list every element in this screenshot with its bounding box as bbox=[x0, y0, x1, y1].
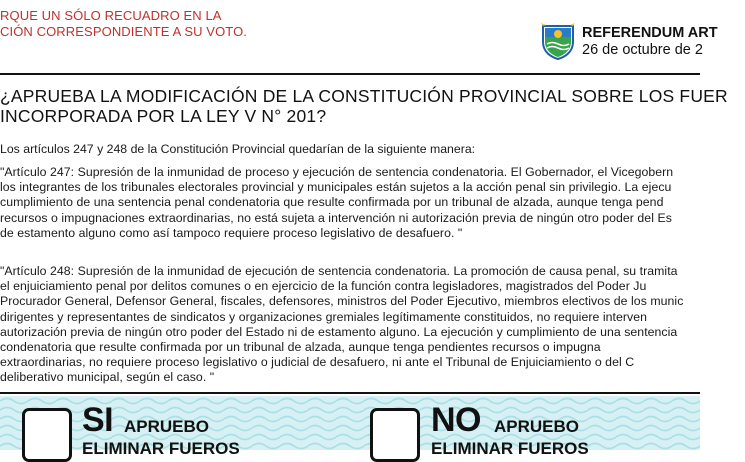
article-line: cumplimiento de una sentencia penal condenatoria que resulte confirmada por un tribunal de alzada, aunque tenga pend bbox=[0, 195, 664, 210]
instruction-line: CIÓN CORRESPONDIENTE A SU VOTO. bbox=[0, 24, 248, 39]
no-option-detail: ELIMINAR FUEROS bbox=[431, 439, 589, 458]
article-line: "Artículo 248: Supresión de la inmunidad de ejecución de sentencia condenatoria. La promoción de causa penal, su tramita bbox=[0, 264, 678, 278]
article-line: condenatoria que resulte confirmada por un tribunal de alzada, aunque tenga pendientes recursos o impugna bbox=[0, 340, 601, 355]
si-option-detail: ELIMINAR FUEROS bbox=[82, 439, 240, 458]
article-line: "Artículo 247: Supresión de la inmunidad de proceso y ejecución de sentencia condenatoria. El Gobernador, el Vicegobern bbox=[0, 165, 674, 179]
article-line: deliberativo municipal, según el caso. " bbox=[0, 370, 215, 385]
si-option-word: APRUEBO bbox=[124, 417, 210, 436]
si-checkbox[interactable] bbox=[22, 408, 72, 462]
no-checkbox[interactable] bbox=[370, 408, 420, 462]
si-option-label: SI bbox=[82, 401, 114, 439]
article-line: el enjuiciamiento penal por delitos comunes o en ejercicio de la función contra legisladores, magistrados del Poder Ju bbox=[0, 279, 647, 294]
referendum-question bbox=[0, 86, 740, 126]
article-line: los integrantes de los tribunales electorales provincial y municipales están sujetos a la acción penal sin privilegio. La ejecu bbox=[0, 180, 672, 195]
intro-text: Los artículos 247 y 248 de la Constitución Provincial quedarían de la siguiente manera: bbox=[0, 142, 476, 156]
top-divider bbox=[0, 73, 700, 75]
referendum-date: 26 de octubre de 2 bbox=[582, 42, 703, 58]
province-emblem-icon bbox=[541, 22, 575, 60]
instruction-note bbox=[0, 8, 247, 40]
referendum-title: REFERENDUM ART bbox=[582, 25, 718, 41]
article-line: autorización previa de ningún otro poder del Estado ni de estamento alguno. La ejecución y cumplimiento de una sentencia bbox=[0, 324, 678, 339]
no-option-word: APRUEBO bbox=[494, 417, 580, 436]
article-line: extraordinarias, no requiere proceso legislativo o judicial de desafuero, ni ante el Tribunal de Enjuiciamiento o del C bbox=[0, 355, 635, 370]
article-248 bbox=[0, 264, 745, 386]
article-line: recursos o impugnaciones extraordinarias, no está sujeta a intervención ni autorización previa de ningún otro poder del Es bbox=[0, 210, 672, 225]
article-line: Procurador General, Defensor General, fiscales, defensores, ministros del Poder Ejecutivo, miembros electivos de los munic bbox=[0, 294, 684, 309]
ballot-divider bbox=[0, 392, 700, 394]
question-line: ¿APRUEBA LA MODIFICACIÓN DE LA CONSTITUCIÓN PROVINCIAL SOBRE LOS FUER bbox=[0, 86, 728, 106]
no-option-label: NO bbox=[431, 401, 481, 439]
article-line: de estamento alguno como así tampoco requiere proceso legislativo de desafuero. " bbox=[0, 225, 463, 240]
question-line: INCORPORADA POR LA LEY V N° 201? bbox=[0, 106, 327, 126]
instruction-line: RQUE UN SÓLO RECUADRO EN LA bbox=[0, 8, 222, 23]
article-247 bbox=[0, 165, 745, 241]
article-line: dirigentes y representantes de sindicatos y organizaciones gremiales legítimamente constituidos, no requiere interven bbox=[0, 309, 648, 324]
